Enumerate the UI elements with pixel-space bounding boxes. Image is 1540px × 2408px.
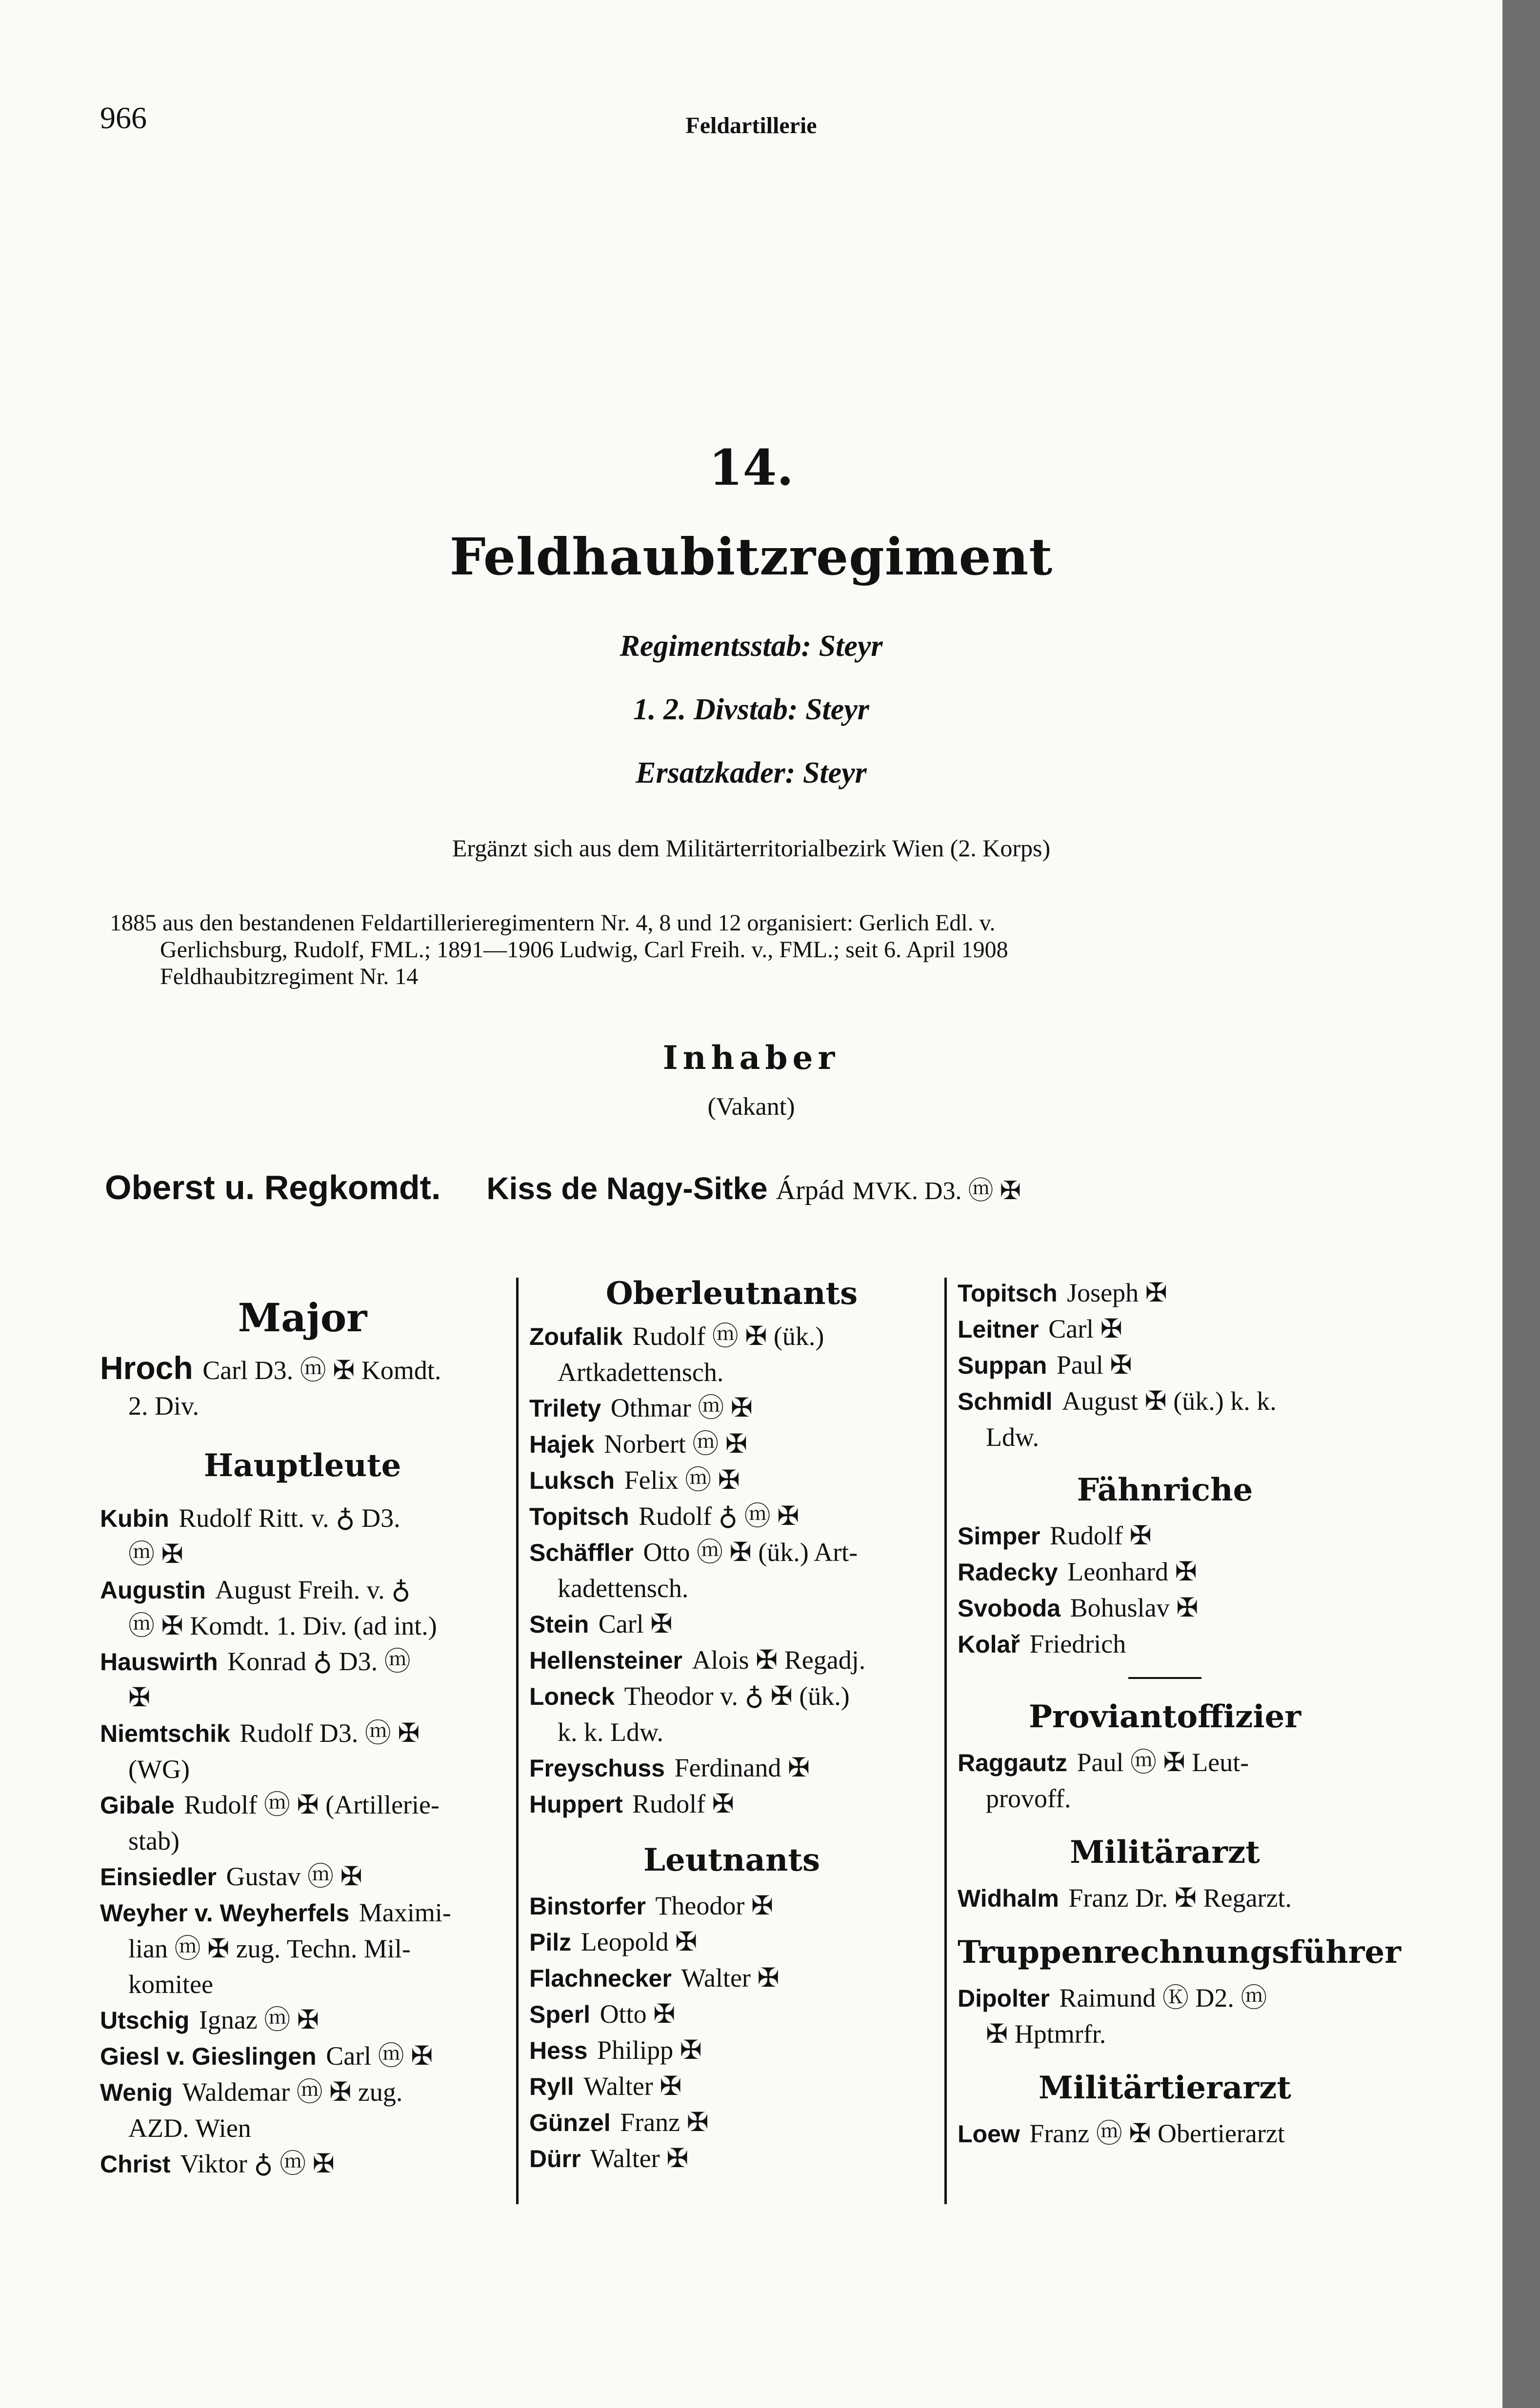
officer-name: Kolař bbox=[958, 1631, 1020, 1658]
officer-details: Rudolf ✠ bbox=[1050, 1521, 1152, 1550]
officer-details-continued: k. k. Ldw. bbox=[558, 1717, 663, 1747]
roster-entry bbox=[100, 1895, 505, 2002]
officer-details: Walter ✠ bbox=[583, 2072, 682, 2101]
roster-entry bbox=[529, 2069, 934, 2105]
recruitment-district: Ergänzt sich aus dem Militärterritorialbezirk Wien (2. Korps) bbox=[452, 834, 1051, 862]
roster-entry bbox=[529, 1678, 934, 1750]
officer-details-continued: ✠ Hptmrfr. bbox=[986, 2019, 1106, 2049]
officer-details: Raimund Ⓚ D2. ⓜ bbox=[1059, 1983, 1267, 2013]
officer-name: Utschig bbox=[100, 2007, 190, 2034]
officer-details-continued: Ldw. bbox=[986, 1422, 1039, 1452]
officer-details: Viktor ♁ ⓜ ✠ bbox=[180, 2149, 335, 2178]
section-rule bbox=[1128, 1677, 1201, 1679]
officer-details: Alois ✠ Regadj. bbox=[692, 1645, 866, 1675]
officer-details: Rudolf D3. ⓜ ✠ bbox=[240, 1718, 420, 1748]
roster-entry bbox=[529, 2105, 934, 2141]
officer-name: Topitsch bbox=[958, 1280, 1058, 1307]
officer-details: Norbert ⓜ ✠ bbox=[603, 1429, 748, 1459]
officer-details: Theodor v. ♁ ✠ (ük.) bbox=[624, 1681, 850, 1711]
roster-entry bbox=[100, 2146, 505, 2182]
right-column bbox=[958, 1275, 1401, 2152]
officer-details: August Freih. v. ♁ bbox=[215, 1575, 411, 1604]
roster-entry bbox=[529, 1960, 934, 1996]
officer-name: Hroch bbox=[100, 1350, 193, 1386]
roster-entry bbox=[100, 2002, 505, 2038]
officer-name: Günzel bbox=[529, 2109, 611, 2136]
officer-name: Radecky bbox=[958, 1559, 1058, 1586]
officer-name: Suppan bbox=[958, 1352, 1047, 1379]
officer-details-continued: provoff. bbox=[986, 1784, 1071, 1813]
officer-name: Ryll bbox=[529, 2073, 574, 2100]
section-title-faehnriche: Fähnriche bbox=[1077, 1472, 1253, 1508]
roster-entry bbox=[958, 1590, 1372, 1626]
roster-entry bbox=[529, 1535, 934, 1606]
faehnriche-list bbox=[958, 1518, 1372, 1662]
station-regimentsstab: Regimentsstab: Steyr bbox=[620, 630, 883, 663]
commander-name: Kiss de Nagy-Sitke bbox=[486, 1171, 768, 1206]
officer-name: Pilz bbox=[529, 1929, 572, 1956]
roster-entry bbox=[529, 1888, 934, 1924]
militaertierarzt-list bbox=[958, 2116, 1372, 2152]
leutnants-list bbox=[529, 1888, 934, 2177]
officer-name: Loneck bbox=[529, 1683, 615, 1710]
roster-entry bbox=[958, 1554, 1372, 1590]
roster-entry bbox=[958, 1275, 1372, 1311]
roster-entry bbox=[529, 1642, 934, 1678]
officer-name: Hess bbox=[529, 2037, 588, 2064]
regiment-name: Feldhaubitzregiment bbox=[449, 527, 1053, 587]
roster-entry bbox=[100, 1859, 505, 1895]
officer-details: Bohuslav ✠ bbox=[1070, 1593, 1199, 1622]
entry-major bbox=[100, 1350, 505, 1424]
roster-entry bbox=[100, 2038, 505, 2074]
roster-entry bbox=[100, 1787, 505, 1859]
history-line-2: Gerlichsburg, Rudolf, FML.; 1891—1906 Ludwig, Carl Freih. v., FML.; seit 6. April 1908 bbox=[160, 937, 1008, 963]
roster-entry bbox=[529, 1606, 934, 1642]
officer-name: Niemtschik bbox=[100, 1720, 230, 1747]
officer-details: Rudolf ⓜ ✠ (ük.) bbox=[632, 1322, 824, 1351]
officer-name: Leitner bbox=[958, 1316, 1039, 1343]
officer-name: Binstorfer bbox=[529, 1893, 646, 1920]
roster-entry bbox=[100, 1644, 505, 1716]
officer-name: Giesl v. Gieslingen bbox=[100, 2043, 317, 2070]
officer-name: Christ bbox=[100, 2151, 171, 2178]
officer-details: Walter ✠ bbox=[681, 1963, 780, 1993]
commander-decorations: MVK. D3. ⓜ ✠ bbox=[852, 1177, 1021, 1205]
proviantoffizier-list bbox=[958, 1745, 1372, 1816]
officer-name: Flachnecker bbox=[529, 1965, 672, 1992]
officer-details-continued: 2. Div. bbox=[128, 1391, 199, 1421]
officer-name: Widhalm bbox=[958, 1885, 1059, 1912]
officer-name: Dürr bbox=[529, 2145, 581, 2172]
officer-name: Schäffler bbox=[529, 1539, 634, 1566]
section-title-major: Major bbox=[238, 1295, 367, 1341]
middle-column bbox=[529, 1275, 934, 2177]
roster-entry bbox=[958, 1383, 1372, 1455]
roster-entry bbox=[529, 1319, 934, 1390]
officer-details: Rudolf ✠ bbox=[632, 1789, 734, 1818]
roster-entry bbox=[529, 1786, 934, 1822]
officer-name: Luksch bbox=[529, 1467, 615, 1494]
inhaber-status: (Vakant) bbox=[707, 1093, 795, 1121]
left-column bbox=[100, 1275, 505, 2182]
officer-details: Ignaz ⓜ ✠ bbox=[199, 2005, 320, 2034]
roster-entry bbox=[100, 1500, 505, 1572]
officer-details: Otto ✠ bbox=[600, 1999, 676, 2029]
roster-entry bbox=[958, 1347, 1372, 1383]
officer-details: Joseph ✠ bbox=[1067, 1278, 1167, 1307]
officer-details: Ferdinand ✠ bbox=[674, 1753, 810, 1782]
officer-name: Freyschuss bbox=[529, 1755, 665, 1782]
right-top-list bbox=[958, 1275, 1372, 1455]
officer-details: Waldemar ⓜ ✠ zug. bbox=[182, 2077, 403, 2107]
officer-name: Stein bbox=[529, 1611, 589, 1638]
officer-details: Felix ⓜ ✠ bbox=[624, 1465, 740, 1495]
roster-entry bbox=[958, 1880, 1372, 1916]
militaerarzt-list bbox=[958, 1880, 1372, 1916]
section-title-leutnants: Leutnants bbox=[643, 1842, 820, 1878]
roster-entry bbox=[958, 1311, 1372, 1347]
officer-details-continued: ⓜ ✠ Komdt. 1. Div. (ad int.) bbox=[128, 1611, 437, 1640]
officer-details: Carl D3. ⓜ ✠ Komdt. bbox=[202, 1356, 441, 1385]
section-title-militaerarzt: Militärarzt bbox=[1070, 1834, 1260, 1871]
officer-details: Paul ✠ bbox=[1056, 1350, 1132, 1380]
section-title-truppenrechnungsfuehrer: Truppenrechnungsführer bbox=[958, 1934, 1401, 1971]
officer-details: Carl ⓜ ✠ bbox=[326, 2041, 433, 2071]
officer-details: Franz ✠ bbox=[620, 2108, 709, 2137]
roster-entry bbox=[958, 2116, 1372, 2152]
officer-name: Huppert bbox=[529, 1791, 623, 1818]
officer-name: Hauswirth bbox=[100, 1648, 218, 1676]
officer-name: Zoufalik bbox=[529, 1323, 623, 1350]
officer-details-continued: Artkadettensch. bbox=[558, 1358, 724, 1387]
section-title-hauptleute: Hauptleute bbox=[203, 1447, 401, 1484]
inhaber-heading: Inhaber bbox=[662, 1039, 840, 1077]
history-line-1: 1885 aus den bestandenen Feldartillerieregimentern Nr. 4, 8 und 12 organisiert: Gerlich Edl. v. bbox=[110, 910, 996, 936]
officer-name: Topitsch bbox=[529, 1503, 629, 1530]
section-title-militaertierarzt: Militärtierarzt bbox=[1039, 2070, 1291, 2106]
officer-name: Wenig bbox=[100, 2079, 173, 2106]
roster-entry bbox=[529, 2033, 934, 2069]
officer-name: Schmidl bbox=[958, 1388, 1053, 1415]
officer-name: Dipolter bbox=[958, 1985, 1050, 2012]
officer-details: Konrad ♁ D3. ⓜ bbox=[227, 1647, 411, 1676]
officer-details: August ✠ (ük.) k. k. bbox=[1061, 1386, 1277, 1416]
station-ersatzkader: Ersatzkader: Steyr bbox=[636, 756, 867, 790]
section-title-oberleutnants: Oberleutnants bbox=[605, 1275, 858, 1312]
officer-details: Leopold ✠ bbox=[580, 1927, 698, 1956]
officer-details: Rudolf Ritt. v. ♁ D3. bbox=[179, 1503, 400, 1533]
officer-details: Franz ⓜ ✠ Obertierarzt bbox=[1029, 2119, 1285, 2148]
roster-entry bbox=[958, 1980, 1372, 2052]
officer-details: Walter ✠ bbox=[590, 2144, 689, 2173]
roster-entry bbox=[529, 1499, 934, 1535]
officer-details: Franz Dr. ✠ Regarzt. bbox=[1068, 1883, 1292, 1913]
commander-rank: Oberst u. Regkomdt. bbox=[105, 1168, 441, 1206]
officer-details: Othmar ⓜ ✠ bbox=[610, 1393, 753, 1422]
officer-details: Carl ✠ bbox=[1048, 1314, 1122, 1343]
officer-details: Otto ⓜ ✠ (ük.) Art- bbox=[643, 1538, 858, 1567]
running-title: Feldartillerie bbox=[685, 113, 817, 138]
oberleutnants-list bbox=[529, 1319, 934, 1822]
officer-name: Gibale bbox=[100, 1792, 175, 1819]
regiment-number: 14. bbox=[709, 439, 794, 496]
officer-name: Simper bbox=[958, 1522, 1040, 1550]
officer-details: Paul ⓜ ✠ Leut- bbox=[1077, 1748, 1249, 1777]
column-divider-right bbox=[944, 1278, 947, 2204]
officer-details-continued: kadettensch. bbox=[558, 1574, 689, 1603]
officer-details: Friedrich bbox=[1029, 1629, 1126, 1658]
page-number: 966 bbox=[100, 100, 147, 135]
roster-entry bbox=[529, 2141, 934, 2177]
officer-details: Rudolf ♁ ⓜ ✠ bbox=[639, 1501, 800, 1531]
officer-name: Einsiedler bbox=[100, 1863, 217, 1891]
officer-name: Kubin bbox=[100, 1505, 169, 1532]
officer-details: Leonhard ✠ bbox=[1067, 1557, 1197, 1586]
commander-given-name: Árpád bbox=[776, 1175, 844, 1205]
officer-details-continued: komitee bbox=[128, 1970, 213, 1999]
roster-entry bbox=[100, 1716, 505, 1787]
roster-entry bbox=[529, 1750, 934, 1786]
truppenrechnungsfuehrer-list bbox=[958, 1980, 1372, 2052]
officer-name: Raggautz bbox=[958, 1749, 1067, 1776]
roster-entry bbox=[100, 2074, 505, 2146]
roster-entry bbox=[529, 1924, 934, 1960]
officer-details: Carl ✠ bbox=[598, 1609, 673, 1638]
roster-entry bbox=[958, 1626, 1372, 1662]
officer-details-continued: ⓜ ✠ bbox=[128, 1540, 183, 1569]
officer-name: Trilety bbox=[529, 1395, 601, 1422]
section-title-proviantoffizier: Proviantoffizier bbox=[1028, 1698, 1301, 1735]
officer-name: Svoboda bbox=[958, 1595, 1061, 1622]
officer-details-continued: lian ⓜ ✠ zug. Techn. Mil- bbox=[128, 1934, 411, 1963]
hauptleute-list bbox=[100, 1500, 505, 2182]
roster-entry bbox=[100, 1572, 505, 1644]
officer-name: Hellensteiner bbox=[529, 1647, 683, 1674]
officer-details-continued: ✠ bbox=[128, 1683, 151, 1712]
officer-details: Theodor ✠ bbox=[655, 1891, 774, 1920]
officer-details: Philipp ✠ bbox=[597, 2035, 702, 2065]
commander-line bbox=[105, 1168, 1021, 1207]
officer-name: Sperl bbox=[529, 2001, 591, 2028]
roster-entry bbox=[529, 1996, 934, 2033]
officer-name: Loew bbox=[958, 2120, 1020, 2148]
roster-entry bbox=[529, 1426, 934, 1462]
roster-entry bbox=[529, 1390, 934, 1426]
officer-details-continued: stab) bbox=[128, 1826, 180, 1855]
history-line-3: Feldhaubitzregiment Nr. 14 bbox=[160, 964, 419, 989]
officer-name: Weyher v. Weyherfels bbox=[100, 1899, 350, 1927]
station-divstab: 1. 2. Divstab: Steyr bbox=[633, 693, 869, 726]
officer-name: Hajek bbox=[529, 1431, 595, 1458]
roster-entry bbox=[958, 1745, 1372, 1816]
officer-name: Augustin bbox=[100, 1577, 206, 1604]
officer-details: Rudolf ⓜ ✠ (Artillerie- bbox=[184, 1790, 440, 1819]
officer-details-continued: (WG) bbox=[128, 1755, 190, 1784]
column-divider-left bbox=[516, 1278, 519, 2204]
officer-details-continued: AZD. Wien bbox=[128, 2113, 251, 2143]
roster-entry bbox=[529, 1462, 934, 1499]
roster-entry bbox=[958, 1518, 1372, 1554]
officer-details: Maximi- bbox=[359, 1898, 451, 1927]
officer-details: Gustav ⓜ ✠ bbox=[226, 1862, 362, 1891]
